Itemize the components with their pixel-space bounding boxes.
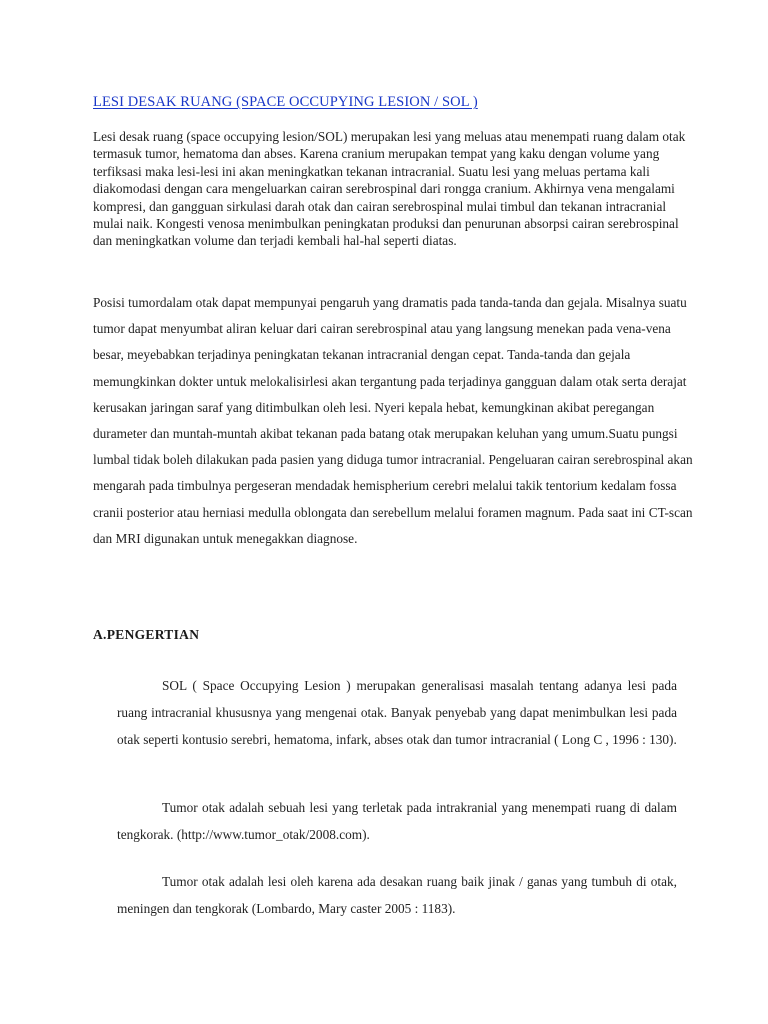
definition-paragraph-tumor-otak-1: Tumor otak adalah sebuah lesi yang terletak pada intrakranial yang menempati ruang di dalam tengkorak. (http://www.tumor_otak/2008.com). [117,800,677,842]
second-paragraph: Posisi tumordalam otak dapat mempunyai pengaruh yang dramatis pada tanda-tanda dan gejala. Misalnya suatu tumor dapat menyumbat aliran keluar dari cairan serebrospinal atau yang langsung menekan pada vena-vena besar, meyebabkan terjadinya peningkatan tekanan intracranial dengan cepat. Tanda-tanda dan gejala memungkinkan dokter untuk melokalisirlesi akan tergantung pada terjadinya gangguan dalam otak serta derajat kerusakan jaringan saraf yang ditimbulkan oleh lesi. Nyeri kepala hebat, kemungkinan akibat peregangan durameter dan muntah-muntah akibat tekanan pada batang otak merupakan keluhan yang umum.Suatu pungsi lumbal tidak boleh dilakukan pada pasien yang diduga tumor intracranial. Pengeluaran cairan serebrospinal akan mengarah pada timbulnya pergeseran mendadak hemispherium cerebri melalui takik tentorium kedalam fossa cranii posterior atau herniasi medulla oblongata dan serebellum melalui foramen magnum. Pada saat ini CT-scan dan MRI digunakan untuk menegakkan diagnose. [93,295,693,546]
section-heading-pengertian: A.PENGERTIAN [93,627,200,642]
definition-paragraph-tumor-otak-2: Tumor otak adalah lesi oleh karena ada desakan ruang baik jinak / ganas yang tumbuh di otak, meningen dan tengkorak (Lombardo, Mary caster 2005 : 1183). [117,874,677,916]
document-title: LESI DESAK RUANG (SPACE OCCUPYING LESION / SOL ) [93,94,478,110]
definition-paragraph-sol: SOL ( Space Occupying Lesion ) merupakan generalisasi masalah tentang adanya lesi pada ruang intracranial khususnya yang mengenai otak. Banyak penyebab yang dapat menimbulkan lesi pada otak seperti kontusio serebri, hematoma, infark, abses otak dan tumor intracranial ( Long C , 1996 : 130). [117,678,677,747]
intro-paragraph: Lesi desak ruang (space occupying lesion/SOL) merupakan lesi yang meluas atau menempati ruang dalam otak termasuk tumor, hematoma dan abses. Karena cranium merupakan tempat yang kaku dengan volume yang terfiksasi maka lesi-lesi ini akan meningkatkan tekanan intracranial. Suatu lesi yang meluas pertama kali diakomodasi dengan cara mengeluarkan cairan serebrospinal dari rongga cranium. Akhirnya vena mengalami kompresi, dan gangguan sirkulasi darah otak dan cairan serebrospinal mulai timbul dan tekanan intracranial mulai naik. Kongesti venosa menimbulkan peningkatan produksi dan penurunan absorpsi cairan serebrospinal dan meningkatkan volume dan terjadi kembali hal-hal seperti diatas. [93,129,686,249]
